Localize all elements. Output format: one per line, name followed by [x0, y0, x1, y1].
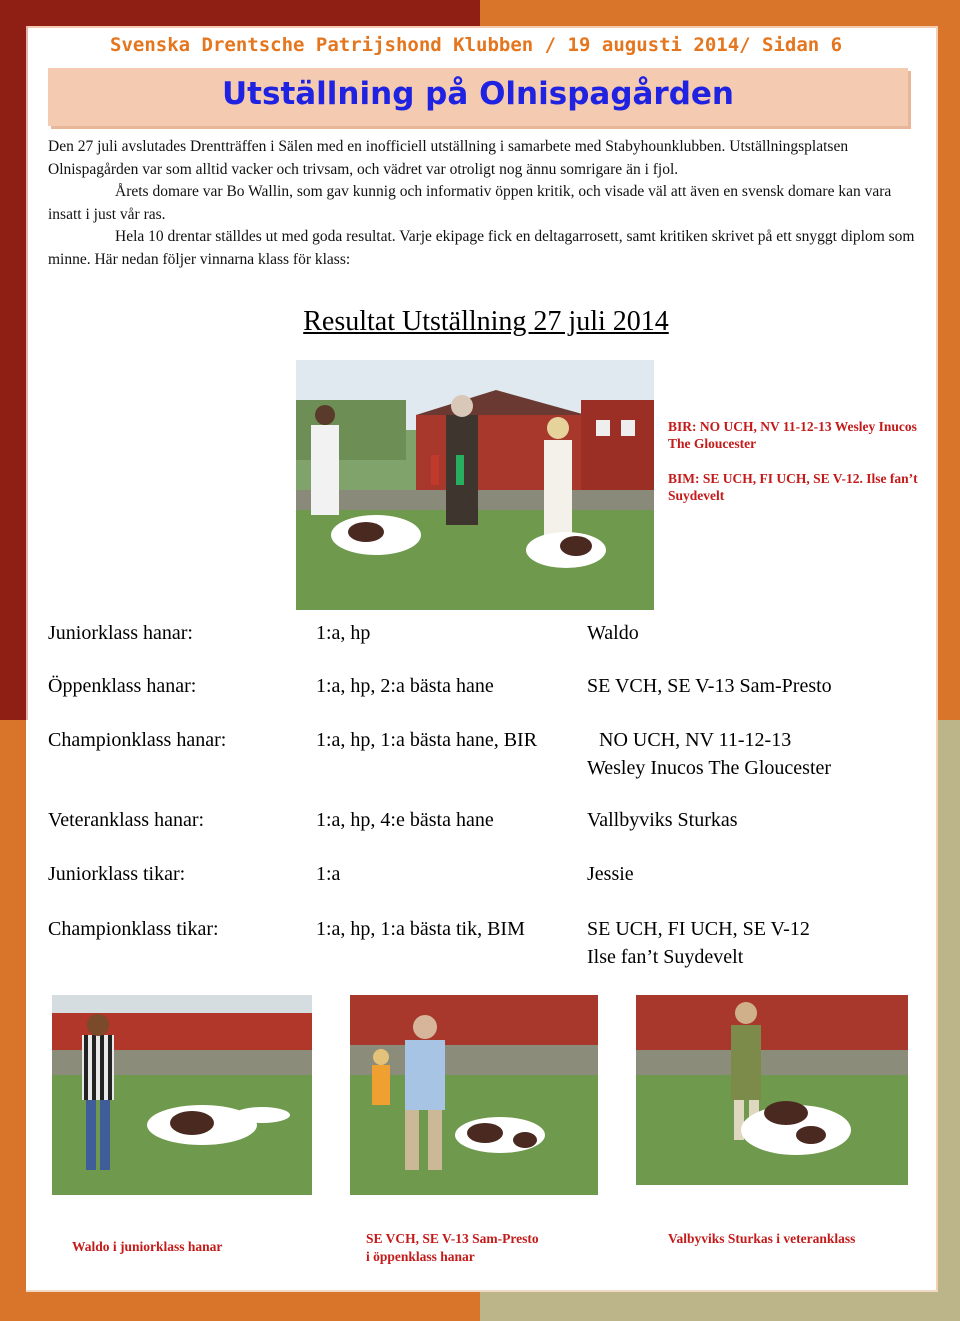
bir-text: BIR: NO UCH, NV 11-12-13 Wesley Inucos The Gloucester — [668, 419, 917, 451]
result-dog: NO UCH, NV 11-12-13 — [599, 729, 792, 751]
result-dog: Vallbyviks Sturkas — [587, 809, 738, 831]
newsletter-header: Svenska Drentsche Patrijshond Klubben / 19 augusti 2014/ Sidan 6 — [110, 34, 843, 56]
result-award: 1:a, hp, 1:a bästa hane, BIR — [316, 729, 538, 751]
best-in-show-box — [668, 418, 928, 522]
intro-paragraph: Årets domare var Bo Wallin, som gav kunnig och informativ öppen kritik, och visade väl att även en svensk domare kan vara insatt i just vår ras. — [48, 183, 892, 223]
result-class: Championklass tikar: — [48, 918, 219, 940]
winners-photo — [296, 360, 654, 610]
result-dog: Waldo — [587, 622, 639, 644]
bim-text: BIM: SE UCH, FI UCH, SE V-12. Ilse fan’t Suydevelt — [668, 471, 918, 503]
result-class: Juniorklass tikar: — [48, 863, 186, 885]
intro-paragraph: Den 27 juli avslutades Drentträffen i Sälen med en inofficiell utställning i samarbete med Stabyhounklubben. Utställningsplatsen Olnispagården var som alltid vacker och trivsam, och vädret var otroligt nog ännu somrigare än i fjol. — [48, 138, 849, 178]
result-class: Öppenklass hanar: — [48, 675, 197, 697]
caption-line: SE VCH, SE V-13 Sam-Presto — [366, 1231, 539, 1246]
page-border-top-left — [0, 0, 480, 26]
title-banner — [48, 68, 908, 126]
result-class: Veteranklass hanar: — [48, 809, 205, 831]
caption-line: i öppenklass hanar — [366, 1249, 475, 1264]
result-dog: SE VCH, SE V-13 Sam-Presto — [587, 675, 832, 697]
result-dog: Jessie — [587, 863, 634, 885]
page-title: Utställning på Olnispagården — [222, 76, 734, 112]
caption-waldo: Waldo i juniorklass hanar — [72, 1239, 223, 1254]
page-border-inner-left — [26, 26, 28, 720]
caption-vallbyviks: Valbyviks Sturkas i veteranklass — [668, 1231, 856, 1246]
page-border-bottom-right — [480, 1292, 960, 1321]
result-award: 1:a, hp, 1:a bästa tik, BIM — [316, 918, 525, 940]
result-dog-line2: Wesley Inucos The Gloucester — [587, 757, 832, 779]
page-border-right-bottom — [938, 720, 960, 1321]
page-border-top-right — [480, 0, 960, 26]
result-award: 1:a — [316, 863, 341, 885]
result-dog: SE UCH, FI UCH, SE V-12 — [587, 918, 810, 940]
photo-sam-presto — [350, 995, 598, 1195]
page-border-left-bottom — [0, 720, 26, 1321]
result-award: 1:a, hp, 2:a bästa hane — [316, 675, 494, 697]
intro-text — [48, 136, 928, 271]
photo-vallbyviks-sturkas — [636, 995, 908, 1185]
page-border-bottom-left — [0, 1292, 480, 1321]
intro-paragraph: Hela 10 drentar ställdes ut med goda resultat. Varje ekipage fick en deltagarrosett, samt kritiken skrivet på ett snyggt diplom som minne. Här nedan följer vinnarna klass för klass: — [48, 228, 915, 268]
results-heading — [0, 306, 960, 338]
result-award: 1:a, hp — [316, 622, 371, 644]
page-border-left-top — [0, 0, 26, 720]
result-class: Juniorklass hanar: — [48, 622, 193, 644]
caption-sam-presto — [366, 1230, 539, 1266]
page-border-inner-right — [936, 26, 938, 1290]
result-award: 1:a, hp, 4:e bästa hane — [316, 809, 494, 831]
page-border-inner-bottom — [26, 1290, 938, 1292]
result-class: Championklass hanar: — [48, 729, 227, 751]
photo-waldo — [52, 995, 312, 1195]
result-dog-line2: Ilse fan’t Suydevelt — [587, 946, 744, 968]
results-heading-text: Resultat Utställning 27 juli 2014 — [303, 306, 669, 337]
page-border-right-top — [938, 0, 960, 720]
page-border-inner-top — [26, 26, 938, 28]
